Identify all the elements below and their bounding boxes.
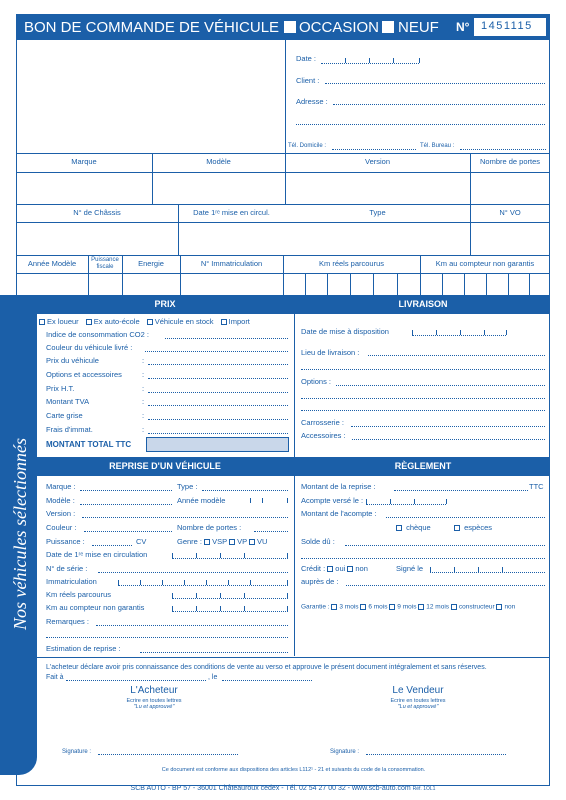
co2-label: Indice de consommation CO2 : <box>46 330 149 339</box>
tva-label: Montant TVA <box>46 397 90 406</box>
reprise-portes-label: Nombre de portes : <box>177 523 242 532</box>
reprise-puissance-label: Puissance : <box>46 537 85 546</box>
client-field[interactable] <box>325 83 545 84</box>
vp-checkbox[interactable] <box>229 539 235 545</box>
declaration-text: L'acheteur déclare avoir pris connaissance des conditions de vente au verso et approuve le présent document intégralement et sans réserves. <box>46 664 487 671</box>
date-circulation-header: Date 1ʳᵉ mise en circul. <box>193 208 270 217</box>
acheteur-signature-field[interactable] <box>98 754 238 755</box>
form-title: BON DE COMMANDE DE VÉHICULE <box>24 19 280 36</box>
ex-auto-ecole-checkbox[interactable] <box>86 319 92 325</box>
neuf-label: NEUF <box>398 19 439 36</box>
sidebar-slogan: Nos véhicules sélectionnés <box>10 438 30 630</box>
reprise-serie-label: N° de série : <box>46 564 88 573</box>
credit-row: Crédit : oui non <box>301 564 368 573</box>
occasion-checkbox[interactable] <box>284 21 296 33</box>
solde-label: Solde dû : <box>301 537 335 546</box>
vendeur-signature-field[interactable] <box>366 754 506 755</box>
reprise-km-label: Km réels parcourus <box>46 590 112 599</box>
prix-options: Ex loueur Ex auto-école Véhicule en stock Import <box>39 318 250 326</box>
annee-header: Année Modèle <box>27 259 77 268</box>
garantie-12-checkbox[interactable] <box>418 604 424 610</box>
options-label: Options et accessoires <box>46 370 122 379</box>
client-label: Client : <box>296 76 320 85</box>
prix-vehicule-label: Prix du véhicule <box>46 356 99 365</box>
carrosserie-label: Carrosserie : <box>301 418 344 427</box>
livraison-date-label: Date de mise à disposition <box>301 327 389 336</box>
order-number: 1451115 <box>481 20 533 32</box>
vo-header: N° VO <box>499 208 521 217</box>
vendeur-instruction: Ecrire en toutes lettres <box>390 698 446 704</box>
order-number-label: N° <box>456 20 470 34</box>
garantie-6-checkbox[interactable] <box>360 604 366 610</box>
date-label: Date : <box>296 54 317 63</box>
lieu-field[interactable] <box>368 355 545 356</box>
acheteur-signature-label: Signature : <box>62 749 92 755</box>
tel-domicile-label: Tél. Domicile : <box>288 143 327 149</box>
reprise-date-circ-label: Date de 1ʳᵉ mise en circulation <box>46 550 148 559</box>
chassis-header: N° de Châssis <box>73 208 121 217</box>
adresse-label: Adresse : <box>296 97 328 106</box>
modele-header: Modèle <box>206 157 231 166</box>
reprise-km-non-label: Km au compteur non garantis <box>46 603 145 612</box>
reprise-immat-label: Immatriculation <box>46 577 97 586</box>
especes-option: espèces <box>454 524 492 532</box>
reprise-modele-label: Modèle : <box>46 496 75 505</box>
reprise-cv-label: CV <box>136 537 147 546</box>
marque-header: Marque <box>71 157 97 166</box>
reprise-couleur-label: Couleur : <box>46 523 77 532</box>
livraison-options-field[interactable] <box>336 385 545 386</box>
acheteur-title: L'Acheteur <box>130 685 178 696</box>
stock-checkbox[interactable] <box>147 319 153 325</box>
acheteur-instruction: Ecrire en toutes lettres <box>126 698 182 704</box>
montant-acompte-label: Montant de l'acompte : <box>301 509 377 518</box>
immat-header: N° Immatriculation <box>200 259 263 268</box>
reprise-remarques-label: Remarques : <box>46 617 89 626</box>
tel-bureau-label: Tél. Bureau : <box>420 143 455 149</box>
neuf-checkbox[interactable] <box>382 21 394 33</box>
couleur-label: Couleur du véhicule livré : <box>46 343 133 352</box>
reprise-estimation-label: Estimation de reprise : <box>46 644 121 653</box>
signe-label: Signé le <box>396 564 424 573</box>
especes-checkbox[interactable] <box>454 525 460 531</box>
ex-loueur-checkbox[interactable] <box>39 319 45 325</box>
garantie-9-checkbox[interactable] <box>389 604 395 610</box>
import-checkbox[interactable] <box>221 319 227 325</box>
company-info: SCB AUTO - BP 57 - 36001 Châteauroux cedex - Tél. 02 54 27 00 32 - www.scb-auto.com Réf. 1OL1 <box>130 785 436 792</box>
type-header: Type <box>369 208 386 217</box>
accessoires-label: Accessoires : <box>301 431 346 440</box>
ttc-label: TTC <box>529 482 544 491</box>
prix-ht-label: Prix H.T. <box>46 384 75 393</box>
vu-checkbox[interactable] <box>249 539 255 545</box>
livraison-options-label: Options : <box>301 377 332 386</box>
version-header: Version <box>364 157 391 166</box>
livraison-title: LIVRAISON <box>398 299 448 309</box>
portes-header: Nombre de portes <box>479 157 541 166</box>
km-header: Km réels parcourus <box>318 259 385 268</box>
vendeur-title: Le Vendeur <box>392 685 444 696</box>
le-label: , le <box>208 674 218 681</box>
garantie-non-checkbox[interactable] <box>496 604 502 610</box>
total-label: MONTANT TOTAL TTC <box>46 440 132 449</box>
garantie-constructeur-checkbox[interactable] <box>451 604 457 610</box>
acheteur-lu: "Lu et approuvé" <box>133 704 175 710</box>
adresse-field[interactable] <box>333 104 545 105</box>
acompte-label: Acompte versé le : <box>301 496 364 505</box>
carte-grise-label: Carte grise <box>46 411 83 420</box>
vendeur-lu: "Lu et approuvé" <box>397 704 439 710</box>
credit-oui-checkbox[interactable] <box>327 566 333 572</box>
energie-header: Energie <box>138 259 164 268</box>
cheque-option: chèque <box>396 524 431 532</box>
reprise-genre: Genre : VSP VP VU <box>177 537 268 546</box>
total-field[interactable] <box>146 437 289 452</box>
reprise-annee-label: Année modèle <box>177 496 226 505</box>
montant-reprise-label: Montant de la reprise : <box>301 482 376 491</box>
lieu-label: Lieu de livraison : <box>301 348 360 357</box>
reprise-title: REPRISE D'UN VÉHICULE <box>109 461 221 471</box>
occasion-label: OCCASION <box>299 19 380 36</box>
frais-label: Frais d'immat. <box>46 425 93 434</box>
cheque-checkbox[interactable] <box>396 525 402 531</box>
vsp-checkbox[interactable] <box>204 539 210 545</box>
puissance-header: Puissance fiscale <box>91 257 119 270</box>
vendeur-signature-label: Signature : <box>330 749 360 755</box>
prix-title: PRIX <box>154 299 176 309</box>
garantie-3-checkbox[interactable] <box>331 604 337 610</box>
credit-non-checkbox[interactable] <box>347 566 353 572</box>
aupres-label: auprès de : <box>301 577 339 586</box>
reglement-title: RÈGLEMENT <box>394 461 452 471</box>
km-non-header: Km au compteur non garantis <box>435 259 535 268</box>
reprise-type-label: Type : <box>177 482 198 491</box>
reprise-version-label: Version : <box>46 509 76 518</box>
garantie-row: Garantie : 3 mois 6 mois 9 mois 12 mois constructeur non <box>301 603 516 611</box>
reprise-marque-label: Marque : <box>46 482 76 491</box>
conformite-text: Ce document est conforme aux dispositions des articles L112¹ - 21 et suivants du code de la consommation. <box>161 767 426 773</box>
fait-label: Fait à <box>46 674 64 681</box>
